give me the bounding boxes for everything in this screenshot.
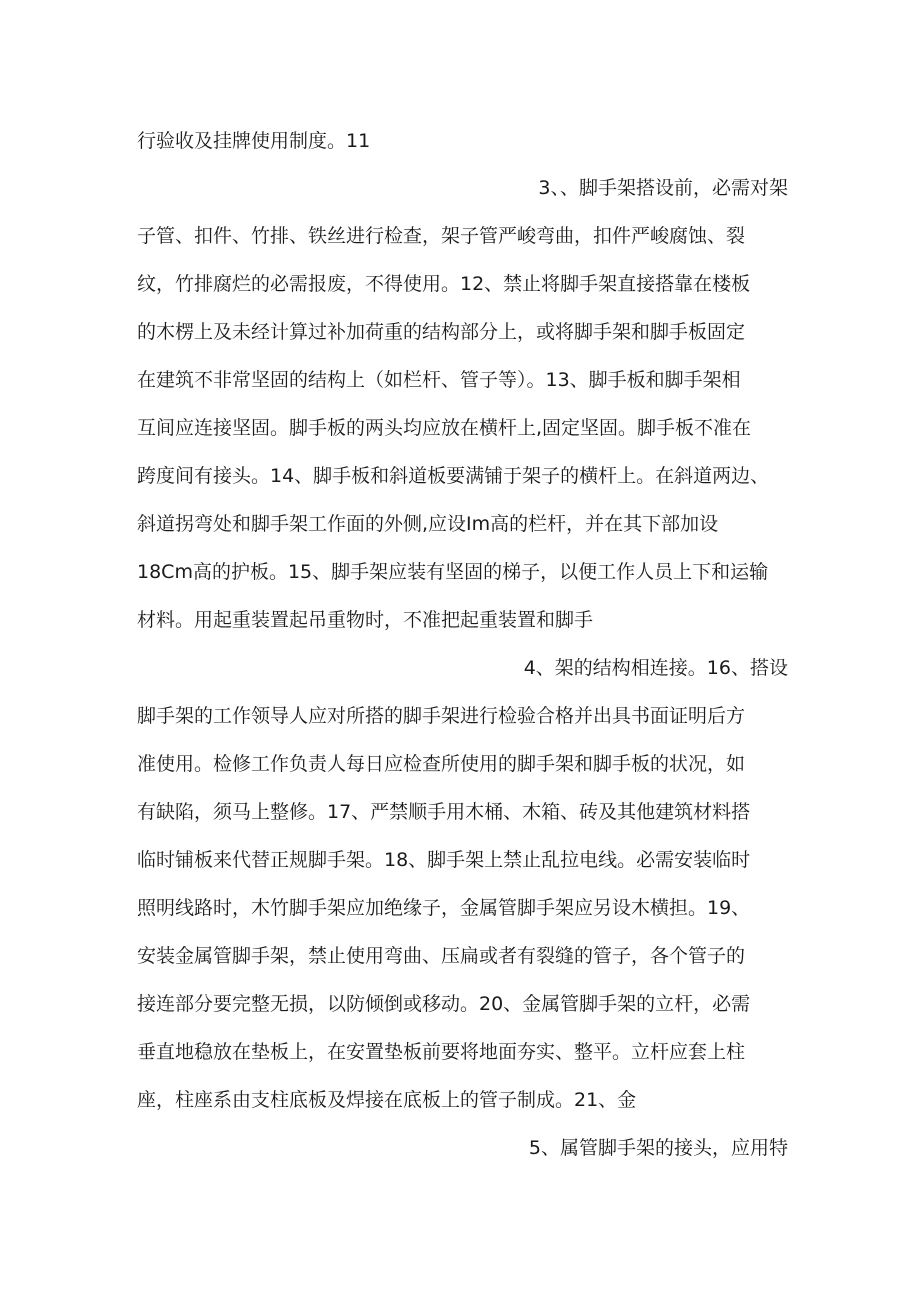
- text-line: 有缺陷，须马上整修。17、严禁顺手用木桶、木箱、砖及其他建筑材料搭: [137, 801, 751, 823]
- text-line: 5、属管脚手架的接头，应用特: [528, 1137, 788, 1159]
- text-line: 互间应连接坚固。脚手板的两头均应放在横杆上,固定坚固。脚手板不准在: [137, 417, 752, 439]
- text-line: 纹，竹排腐烂的必需报废，不得使用。12、禁止将脚手架直接搭靠在楼板: [137, 273, 751, 295]
- text-line: 临时铺板来代替正规脚手架。18、脚手架上禁止乱拉电线。必需安装临时: [137, 849, 751, 871]
- text-line: 座，柱座系由支柱底板及焊接在底板上的管子制成。21、金: [137, 1089, 637, 1111]
- text-line: 脚手架的工作领导人应对所搭的脚手架进行检验合格并出具书面证明后方: [137, 705, 746, 727]
- text-line: 安装金属管脚手架，禁止使用弯曲、压扁或者有裂缝的管子，各个管子的: [137, 945, 746, 967]
- text-line: 3、、脚手架搭设前，必需对架: [538, 177, 788, 199]
- text-line: 照明线路时，木竹脚手架应加绝缘子，金属管脚手架应另设木横担。19、: [137, 897, 751, 919]
- text-line: 在建筑不非常坚固的结构上（如栏杆、管子等）。13、脚手板和脚手架相: [137, 369, 741, 391]
- text-line: 斜道拐弯处和脚手架工作面的外侧,应设Im高的栏杆，并在其下部加设: [137, 513, 719, 535]
- text-line: 垂直地稳放在垫板上，在安置垫板前要将地面夯实、整平。立杆应套上柱: [137, 1041, 746, 1063]
- text-line: 行验收及挂牌使用制度。11: [137, 130, 371, 152]
- text-line: 材料。用起重装置起吊重物时，不准把起重装置和脚手: [137, 609, 594, 631]
- text-line: 准使用。检修工作负责人每日应检查所使用的脚手架和脚手板的状况，如: [137, 753, 746, 775]
- text-line: 4、架的结构相连接。16、搭设: [523, 657, 788, 679]
- text-line: 的木楞上及未经计算过补加荷重的结构部分上，或将脚手架和脚手板固定: [137, 321, 746, 343]
- text-line: 接连部分要完整无损，以防倾倒或移动。20、金属管脚手架的立杆，必需: [137, 993, 751, 1015]
- text-line: 跨度间有接头。14、脚手板和斜道板要满铺于架子的横杆上。在斜道两边、: [137, 465, 770, 487]
- text-line: 18Cm高的护板。15、脚手架应装有坚固的梯子，以便工作人员上下和运输: [137, 561, 769, 583]
- text-line: 子管、扣件、竹排、铁丝进行检查，架子管严峻弯曲，扣件严峻腐蚀、裂: [137, 225, 746, 247]
